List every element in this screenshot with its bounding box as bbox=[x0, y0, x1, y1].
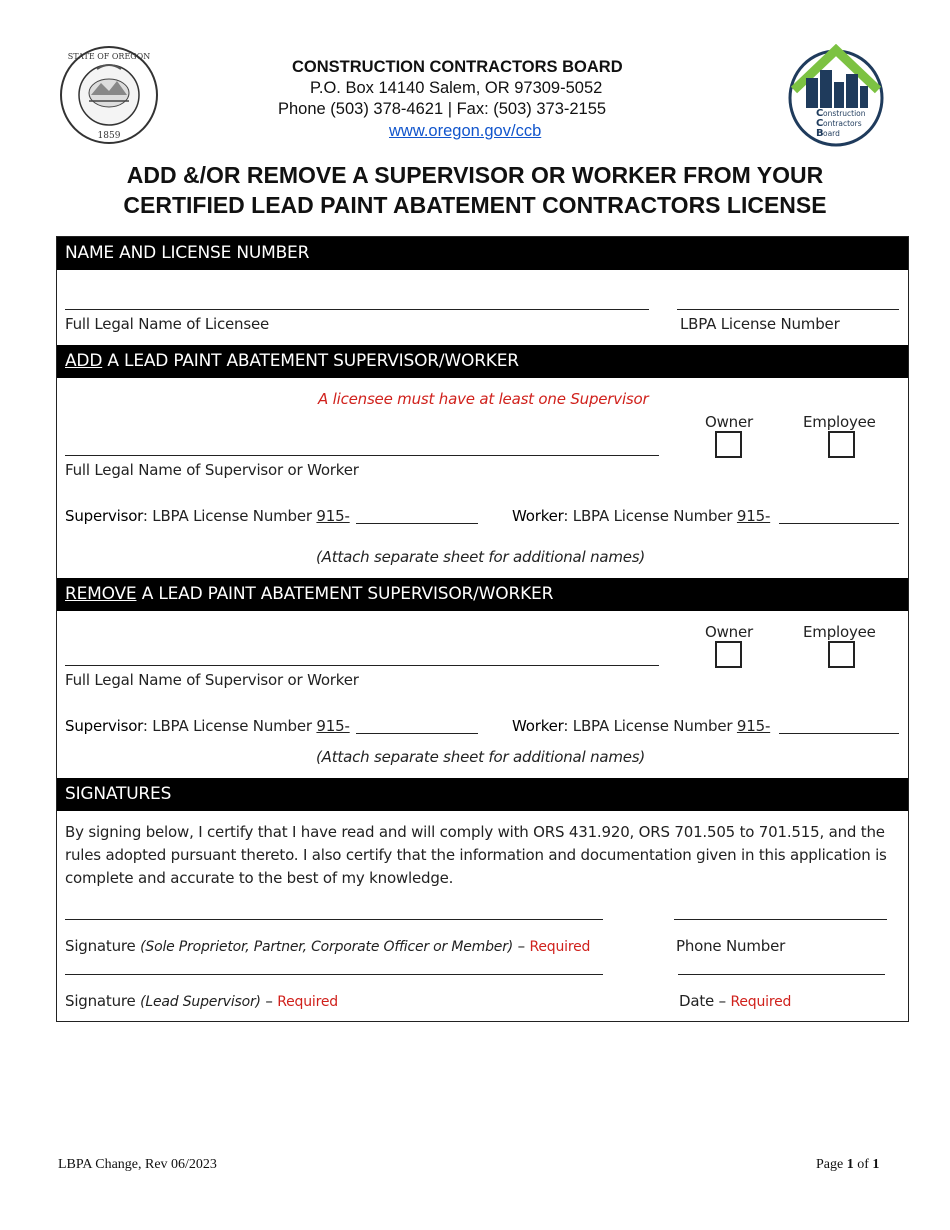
remove-employee-label: Employee bbox=[803, 623, 876, 641]
signature-supervisor-row bbox=[65, 992, 338, 1010]
licensee-name-label: Full Legal Name of Licensee bbox=[65, 315, 270, 333]
signature-officer-field[interactable] bbox=[65, 919, 603, 920]
logo-letter-c2: C bbox=[816, 118, 824, 129]
footer-form-id: LBPA Change, Rev 06/2023 bbox=[58, 1157, 217, 1172]
section-name-heading: NAME AND LICENSE NUMBER bbox=[57, 237, 908, 270]
add-worker-row bbox=[512, 507, 770, 525]
footer-page-current: 1 bbox=[846, 1157, 854, 1172]
signature-supervisor-note: (Lead Supervisor) bbox=[140, 994, 261, 1010]
logo-word-3: oard bbox=[823, 129, 840, 138]
remove-name-label: Full Legal Name of Supervisor or Worker bbox=[65, 671, 359, 689]
add-worker-license-text: : LBPA License Number bbox=[563, 507, 737, 525]
form-title bbox=[0, 160, 950, 220]
signature-supervisor-dash: – bbox=[260, 992, 278, 1010]
licensee-number-field[interactable] bbox=[677, 309, 899, 310]
footer-page-word: Page bbox=[816, 1157, 847, 1172]
form-title-line2: CERTIFIED LEAD PAINT ABATEMENT CONTRACTORS LICENSE bbox=[123, 192, 827, 218]
add-worker-label: Worker bbox=[512, 507, 564, 525]
remove-supervisor-license-field[interactable] bbox=[356, 733, 478, 734]
remove-supervisor-label: Supervisor bbox=[65, 717, 143, 735]
section-signatures-heading: SIGNATURES bbox=[57, 778, 908, 811]
section-add-heading bbox=[57, 345, 908, 378]
date-label: Date – bbox=[679, 992, 731, 1010]
date-required: Required bbox=[730, 994, 792, 1010]
add-name-field[interactable] bbox=[65, 455, 659, 456]
logo-letter-c1: C bbox=[816, 108, 824, 119]
add-employee-checkbox[interactable] bbox=[828, 431, 855, 458]
form-container bbox=[56, 236, 909, 1022]
signature-officer-row bbox=[65, 937, 590, 955]
remove-owner-checkbox[interactable] bbox=[715, 641, 742, 668]
add-supervisor-row bbox=[65, 507, 350, 525]
signature-officer-label: Signature bbox=[65, 937, 141, 955]
logo-letter-b: B bbox=[816, 128, 824, 139]
add-employee-label: Employee bbox=[803, 413, 876, 431]
remove-attach-note: (Attach separate sheet for additional names) bbox=[316, 748, 646, 766]
add-supervisor-prefix: 915- bbox=[316, 507, 350, 525]
phone-number-field[interactable] bbox=[674, 919, 887, 920]
state-seal bbox=[57, 45, 161, 145]
certification-text: By signing below, I certify that I have read and will comply with ORS 431.920, ORS 701.505 to 701.515, and the rules adopted pursuant thereto. I also certify that the information and documentation given in this application is complete and accurate to the best of my knowledge. bbox=[65, 823, 887, 887]
remove-employee-checkbox[interactable] bbox=[828, 641, 855, 668]
footer-page-number bbox=[816, 1157, 879, 1173]
signature-officer-dash: – bbox=[513, 937, 530, 955]
signature-officer-required: Required bbox=[529, 939, 591, 955]
licensee-number-label: LBPA License Number bbox=[680, 315, 840, 333]
signature-supervisor-label: Signature bbox=[65, 992, 141, 1010]
add-supervisor-label: Supervisor bbox=[65, 507, 143, 525]
remove-worker-label: Worker bbox=[512, 717, 564, 735]
footer-page-total: 1 bbox=[872, 1157, 880, 1172]
remove-worker-prefix: 915- bbox=[736, 717, 771, 735]
footer-page-of: of bbox=[853, 1157, 873, 1172]
add-supervisor-license-field[interactable] bbox=[356, 523, 478, 524]
add-owner-label: Owner bbox=[705, 413, 753, 431]
section-remove-heading bbox=[57, 578, 908, 611]
section-add-heading-underlined: ADD bbox=[65, 351, 103, 371]
section-remove-heading-underlined: REMOVE bbox=[65, 584, 137, 604]
logo-word-1: onstruction bbox=[823, 109, 866, 118]
org-phone-fax: Phone (503) 378-4621 | Fax: (503) 373-2155 bbox=[278, 100, 607, 118]
remove-supervisor-row bbox=[65, 717, 350, 735]
remove-owner-label: Owner bbox=[705, 623, 753, 641]
org-name: CONSTRUCTION CONTRACTORS BOARD bbox=[292, 58, 623, 76]
form-title-line1: ADD &/OR REMOVE A SUPERVISOR OR WORKER FROM YOUR bbox=[126, 162, 824, 188]
remove-worker-license-field[interactable] bbox=[779, 733, 899, 734]
website-link[interactable]: www.oregon.gov/ccb bbox=[389, 122, 542, 140]
org-address: P.O. Box 14140 Salem, OR 97309-5052 bbox=[310, 79, 603, 97]
logo-word-2: ontractors bbox=[823, 119, 862, 128]
signature-officer-note: (Sole Proprietor, Partner, Corporate Officer or Member) bbox=[140, 939, 514, 955]
remove-supervisor-license-text: : LBPA License Number bbox=[142, 717, 317, 735]
remove-supervisor-prefix: 915- bbox=[316, 717, 350, 735]
section-remove-heading-rest: A LEAD PAINT ABATEMENT SUPERVISOR/WORKER bbox=[136, 584, 554, 604]
remove-worker-row bbox=[512, 717, 770, 735]
add-attach-note: (Attach separate sheet for additional names) bbox=[316, 548, 646, 566]
remove-worker-license-text: : LBPA License Number bbox=[563, 717, 737, 735]
add-name-label: Full Legal Name of Supervisor or Worker bbox=[65, 461, 359, 479]
date-field[interactable] bbox=[678, 974, 885, 975]
licensee-name-field[interactable] bbox=[65, 309, 649, 310]
add-supervisor-license-text: : LBPA License Number bbox=[142, 507, 317, 525]
add-worker-prefix: 915- bbox=[736, 507, 771, 525]
add-owner-checkbox[interactable] bbox=[715, 431, 742, 458]
seal-text-top: STATE OF OREGON bbox=[67, 52, 151, 61]
supervisor-notice: A licensee must have at least one Supervisor bbox=[318, 390, 649, 408]
signature-supervisor-field[interactable] bbox=[65, 974, 603, 975]
phone-number-label: Phone Number bbox=[676, 937, 786, 955]
remove-name-field[interactable] bbox=[65, 665, 659, 666]
date-row bbox=[679, 992, 791, 1010]
ccb-logo bbox=[788, 44, 884, 147]
seal-year: 1859 bbox=[97, 131, 121, 141]
section-add-heading-rest: A LEAD PAINT ABATEMENT SUPERVISOR/WORKER bbox=[102, 351, 519, 371]
signature-supervisor-required: Required bbox=[277, 994, 338, 1010]
add-worker-license-field[interactable] bbox=[779, 523, 899, 524]
